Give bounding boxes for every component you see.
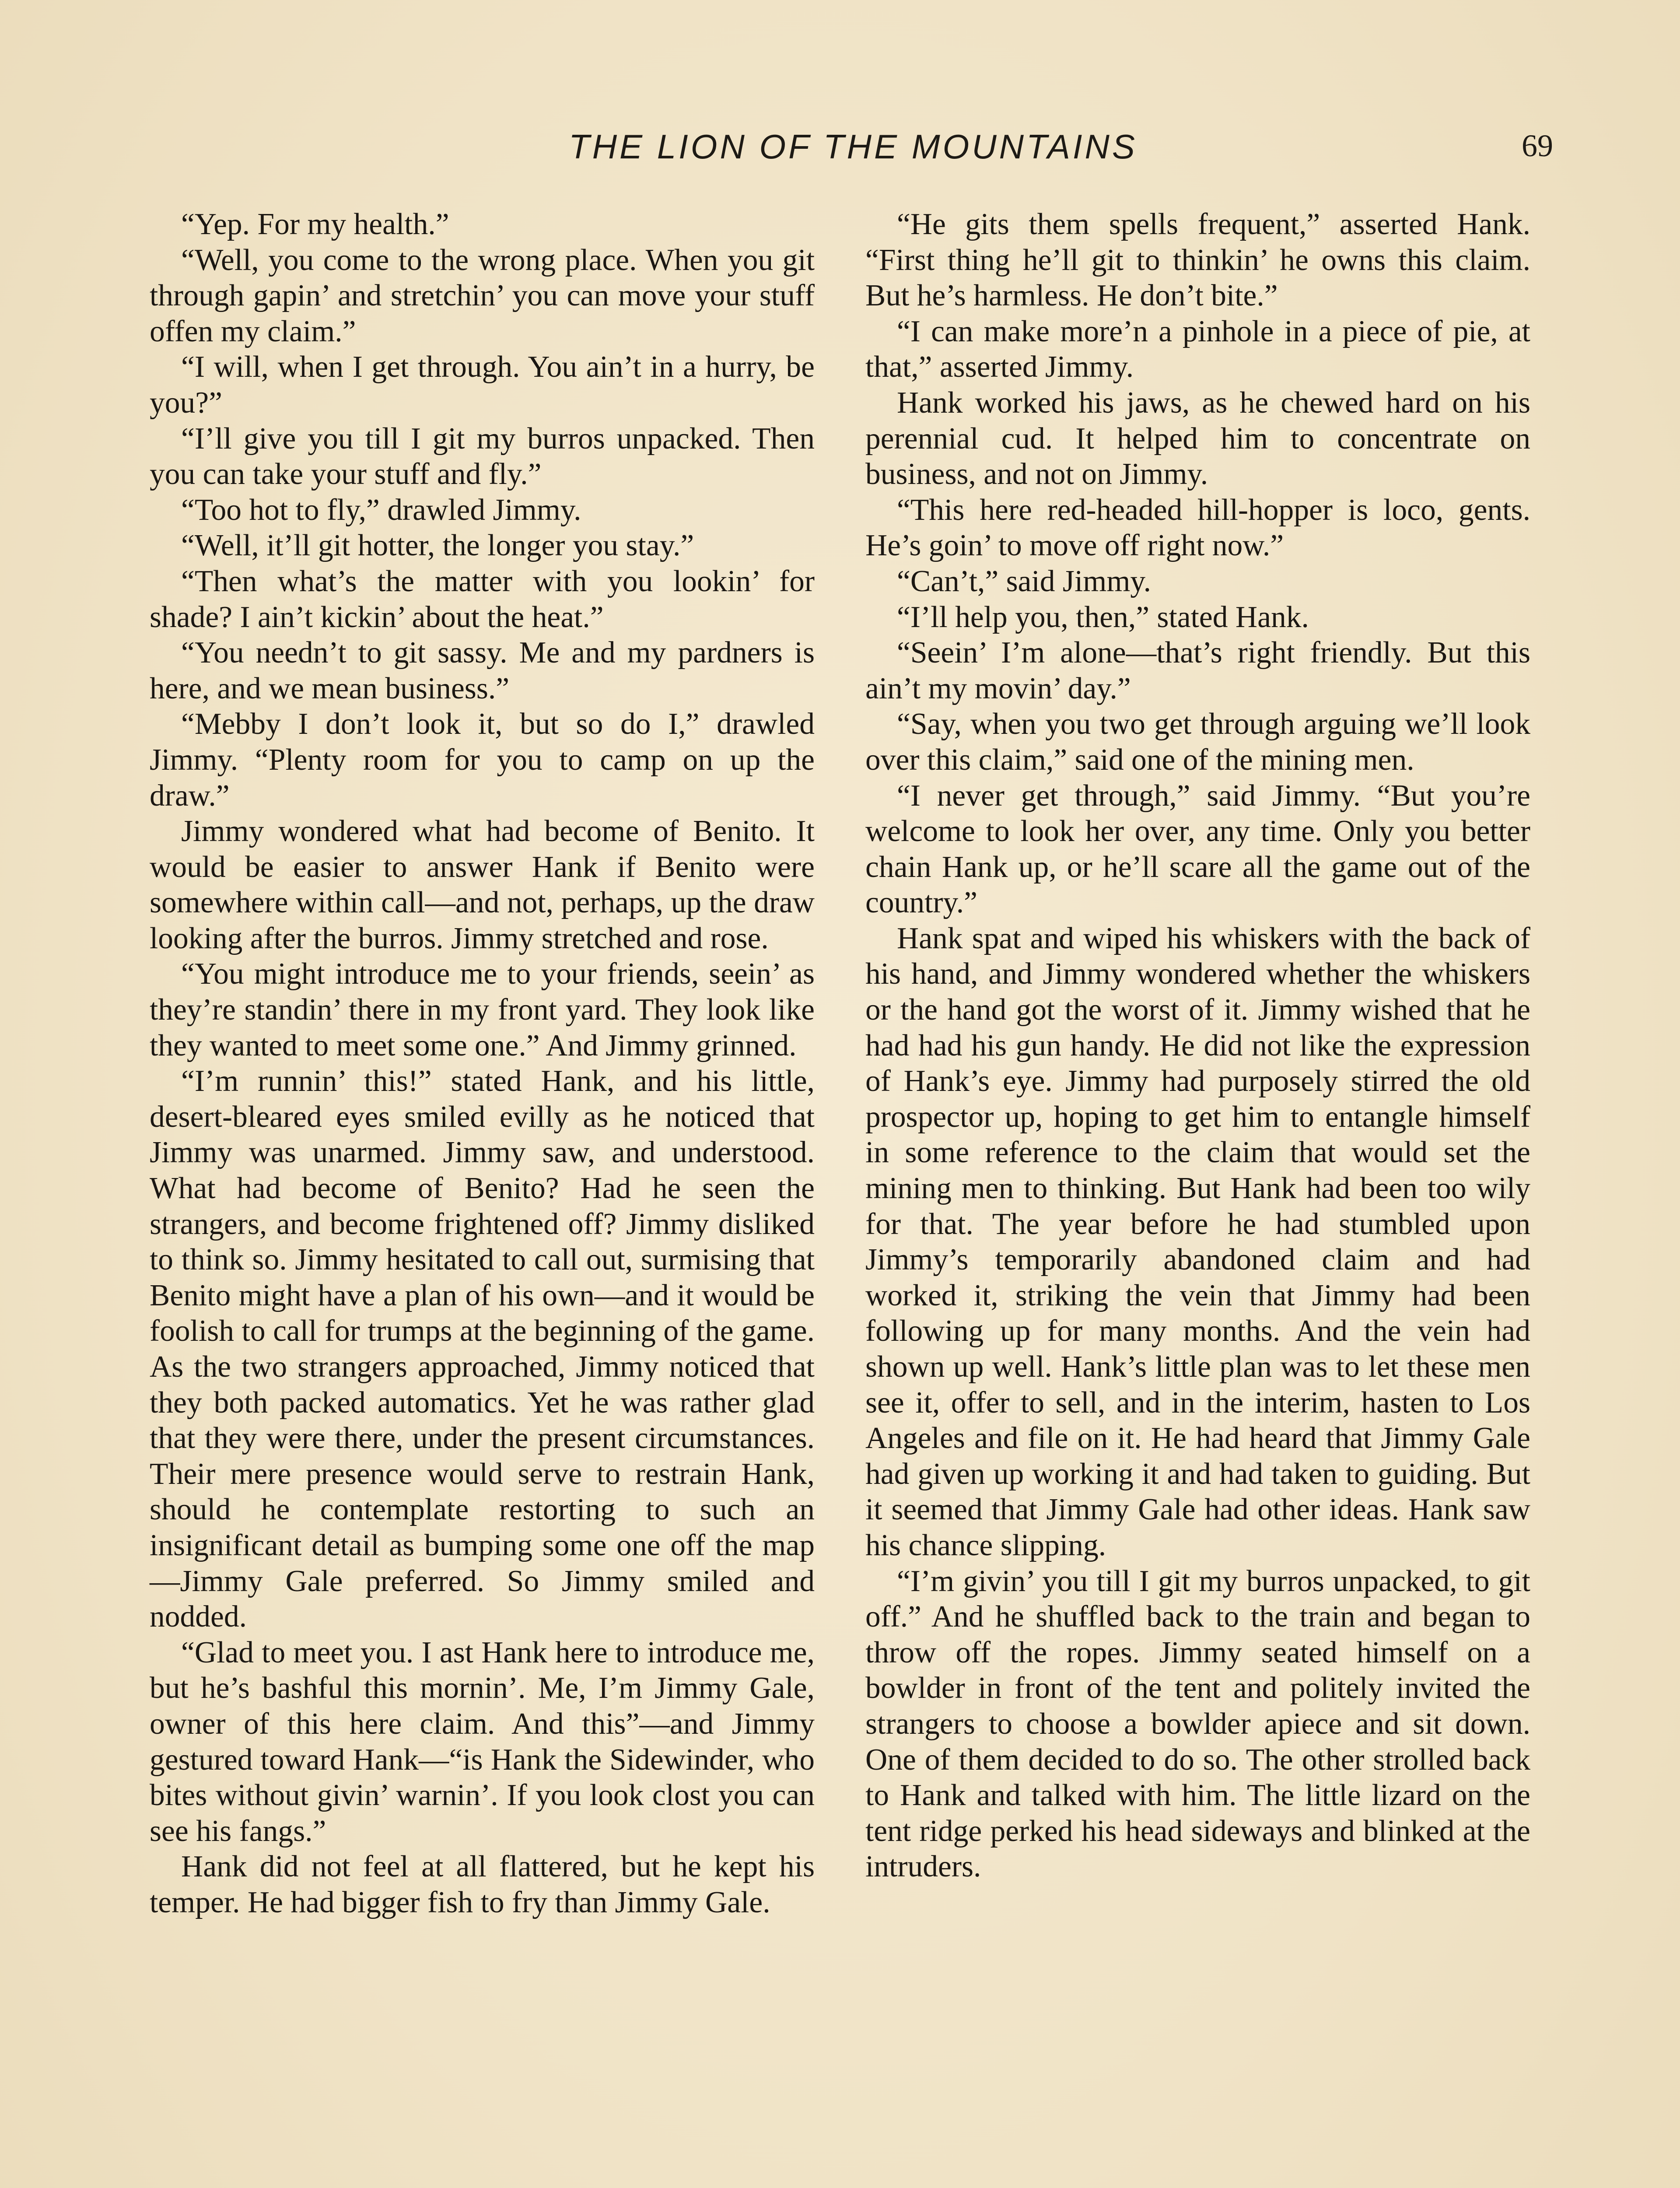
paragraph: Hank worked his jaws, as he chewed hard on his perennial cud. It helped him to concentrate on business, and not on Jimmy. bbox=[865, 386, 1530, 491]
paragraph: “I’m givin’ you till I git my burros unpacked, to git off.” And he shuffled back to the train and began to throw off the ropes. Jimmy seated himself on a bowlder in front of the tent and politely invited the strangers to choose a bowlder apiece and sit down. One of them decided to do so. The other strolled back to Hank and talked with him. The little lizard on the tent ridge perked his head sideways and blinked at the intruders. bbox=[865, 1564, 1530, 1884]
paragraph: “Say, when you two get through arguing we’ll look over this claim,” said one of the mining men. bbox=[865, 707, 1530, 777]
paragraph: “Seein’ I’m alone—that’s right friendly. But this ain’t my movin’ day.” bbox=[865, 636, 1530, 705]
paragraph: “This here red-headed hill-hopper is loco, gents. He’s goin’ to move off right now.” bbox=[865, 493, 1530, 563]
running-title: THE LION OF THE MOUNTAINS bbox=[569, 127, 1138, 166]
paragraph: “Glad to meet you. I ast Hank here to introduce me, but he’s bashful this mornin’. Me, I’m Jimmy Gale, owner of this here claim. And this”—and Jimmy gestured toward Hank—“is Hank the Sidewinder, who bites without givin’ warnin’. If you look clost you can see his fangs.” bbox=[150, 1635, 815, 1848]
paragraph: “Mebby I don’t look it, but so do I,” drawled Jimmy. “Plenty room for you to camp on up the draw.” bbox=[150, 707, 815, 813]
paragraph: “I can make more’n a pinhole in a piece of pie, at that,” asserted Jimmy. bbox=[865, 314, 1530, 384]
paragraph: “He gits them spells frequent,” asserted Hank. “First thing he’ll git to thinkin’ he owns this claim. But he’s harmless. He don’t bite.” bbox=[865, 207, 1530, 313]
paragraph: “You needn’t to git sassy. Me and my pardners is here, and we mean business.” bbox=[150, 636, 815, 705]
paragraph: “Well, you come to the wrong place. When you git through gapin’ and stretchin’ you can move your stuff offen my claim.” bbox=[150, 243, 815, 348]
left-column bbox=[150, 207, 815, 1921]
paragraph: “You might introduce me to your friends, seein’ as they’re standin’ there in my front yard. They look like they wanted to meet some one.” And Jimmy grinned. bbox=[150, 957, 815, 1062]
paragraph: Hank spat and wiped his whiskers with the back of his hand, and Jimmy wondered whether the whiskers or the hand got the worst of it. Jimmy wished that he had had his gun handy. He did not like the expression of Hank’s eye. Jimmy had purposely stirred the old prospector up, hoping to get him to entangle himself in some reference to the claim that would set the mining men to thinking. But Hank had been too wily for that. The year before he had stumbled upon Jimmy’s temporarily abandoned claim and had worked it, striking the vein that Jimmy had been following up for many months. And the vein had shown up well. Hank’s little plan was to let these men see it, offer to sell, and in the interim, hasten to Los Angeles and file on it. He had heard that Jimmy Gale had given up working it and had taken to guiding. But it seemed that Jimmy Gale had other ideas. Hank saw his chance slipping. bbox=[865, 921, 1530, 1562]
paragraph: “I’ll help you, then,” stated Hank. bbox=[897, 600, 1309, 634]
paragraph: “I will, when I get through. You ain’t in a hurry, be you?” bbox=[150, 350, 815, 420]
paragraph: Hank did not feel at all flattered, but he kept his temper. He had bigger fish to fry than Jimmy Gale. bbox=[150, 1850, 815, 1919]
paragraph: “Yep. For my health.” bbox=[181, 207, 449, 241]
page-number: 69 bbox=[1522, 128, 1553, 163]
right-column bbox=[865, 207, 1530, 1885]
paragraph: “I never get through,” said Jimmy. “But you’re welcome to look her over, any time. Only you better chain Hank up, or he’ll scare all the game out of the country.” bbox=[865, 778, 1530, 920]
paragraph: Jimmy wondered what had become of Benito. It would be easier to answer Hank if Benito were somewhere within call—and not, perhaps, up the draw looking after the burros. Jimmy stretched and rose. bbox=[150, 814, 815, 955]
paragraph: “I’ll give you till I git my burros unpacked. Then you can take your stuff and fly.” bbox=[150, 421, 815, 491]
paragraph: “Can’t,” said Jimmy. bbox=[897, 564, 1152, 598]
paragraph: “Then what’s the matter with you lookin’ for shade? I ain’t kickin’ about the heat.” bbox=[150, 564, 815, 634]
paragraph: “I’m runnin’ this!” stated Hank, and his little, desert-bleared eyes smiled evilly as he noticed that Jimmy was unarmed. Jimmy saw, and understood. What had become of Benito? Had he seen the strangers, and become frightened off? Jimmy disliked to think so. Jimmy hesitated to call out, surmising that Benito might have a plan of his own—and it would be foolish to call for trumps at the beginning of the game. As the two strangers approached, Jimmy noticed that they both packed automatics. Yet he was rather glad that they were there, under the present circumstances. Their mere presence would serve to restrain Hank, should he contemplate restorting to such an insignificant detail as bumping some one off the map—Jimmy Gale preferred. So Jimmy smiled and nodded. bbox=[150, 1064, 815, 1634]
paragraph: “Too hot to fly,” drawled Jimmy. bbox=[181, 493, 581, 527]
paragraph: “Well, it’ll git hotter, the longer you stay.” bbox=[181, 529, 694, 563]
